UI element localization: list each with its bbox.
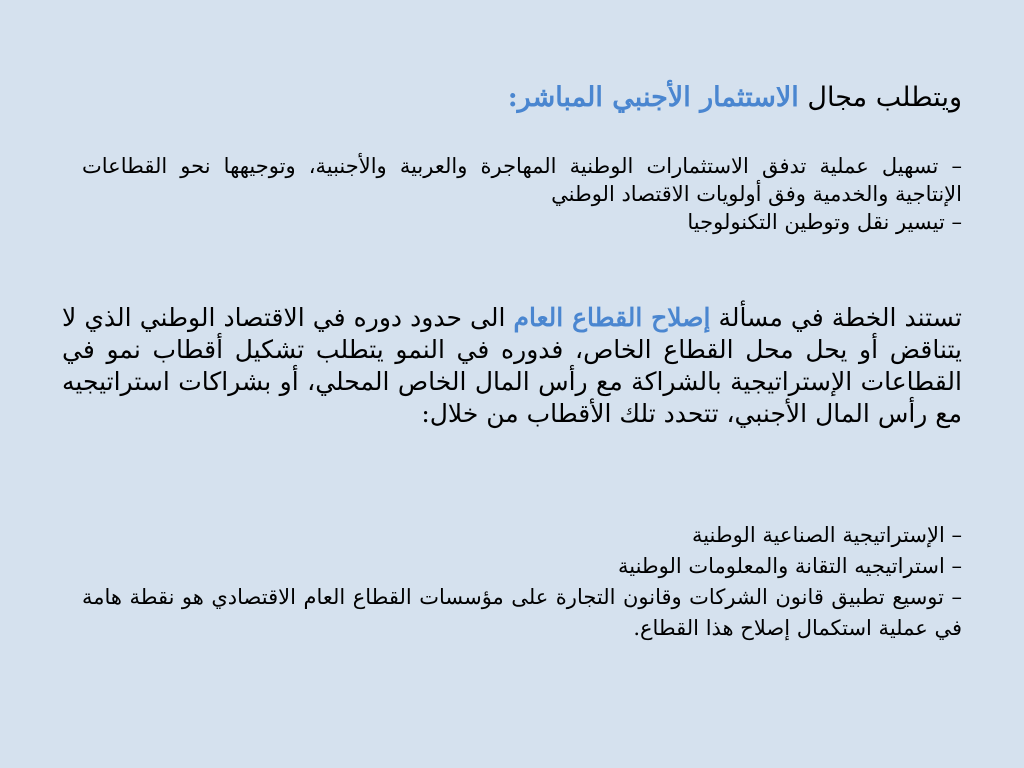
heading-highlight: الاستثمار الأجنبي المباشر: xyxy=(507,82,799,113)
paragraph-text-2: الى حدود دوره في الاقتصاد الوطني الذي لا يتناقض أو يحل محل القطاع الخاص، فدوره في النمو يتطلب تشكيل أقطاب نمو في القطاعات الإستراتيجية بالشراكة مع رأس المال الخاص المحلي، أو بشراكات استراتيجيه مع رأس المال الأجنبي، تتحدد تلك الأقطاب من خلال: xyxy=(62,303,962,428)
heading xyxy=(82,78,962,118)
bullet-item: – استراتيجيه التقانة والمعلومات الوطنية xyxy=(617,554,962,578)
body-paragraph xyxy=(62,302,962,430)
bullet-item: – توسيع تطبيق قانون الشركات وقانون التجارة على مؤسسات القطاع العام الاقتصادي هو نقطة هامة في عملية استكمال إصلاح هذا القطاع. xyxy=(82,585,962,640)
paragraph-text-1: تستند الخطة في مسألة xyxy=(710,303,962,332)
heading-prefix: ويتطلب مجال xyxy=(798,82,962,113)
bullet-item: – تيسير نقل وتوطين التكنولوجيا xyxy=(687,210,962,234)
paragraph-highlight: إصلاح القطاع العام xyxy=(513,303,711,332)
bullet-item: – الإستراتيجية الصناعية الوطنية xyxy=(691,523,962,547)
bullet-list-1 xyxy=(82,152,962,236)
bullet-item: – تسهيل عملية تدفق الاستثمارات الوطنية المهاجرة والعربية والأجنبية، وتوجيهها نحو القطاعات الإنتاجية والخدمية وفق أولويات الاقتصاد الوطني xyxy=(82,154,962,206)
bullet-list-2 xyxy=(82,520,962,644)
